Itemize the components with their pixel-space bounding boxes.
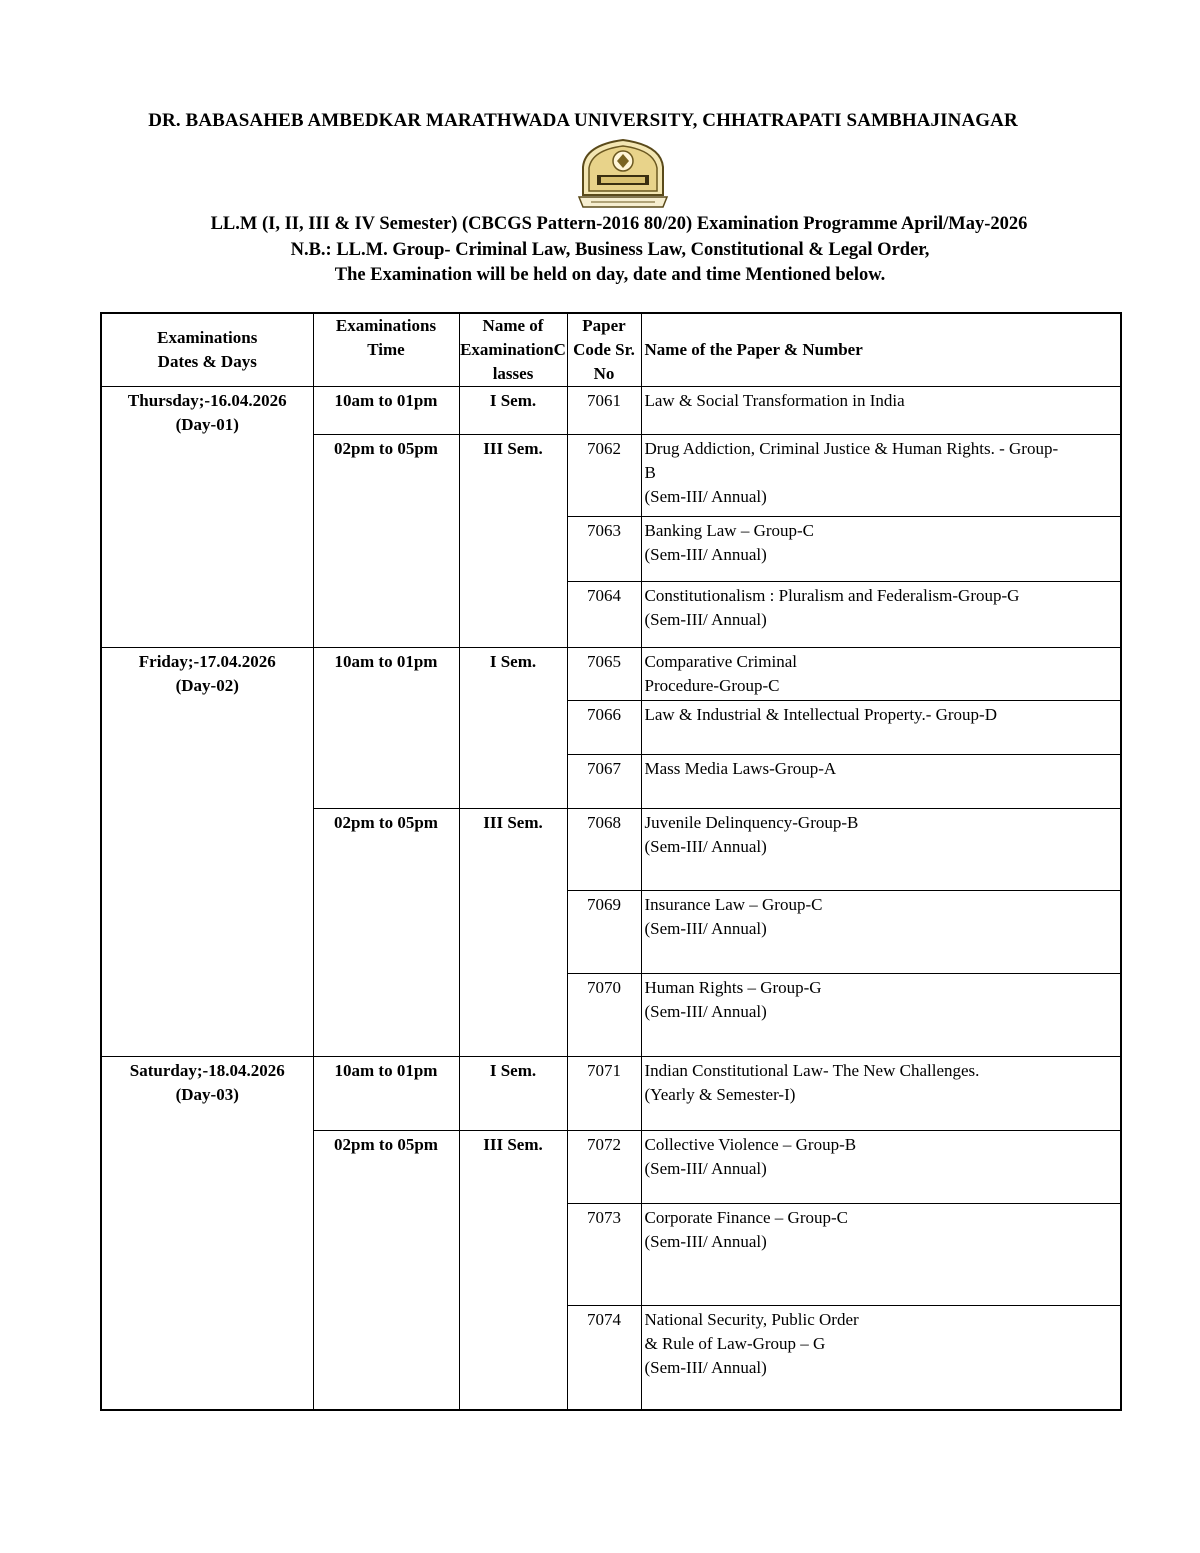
paper-code: 7069 <box>567 891 641 974</box>
paper-code: 7066 <box>567 701 641 755</box>
exam-date-cell <box>101 648 313 1057</box>
table-row <box>101 387 1121 435</box>
paper-line: (Sem-III/ Annual) <box>644 545 767 564</box>
paper-name <box>641 1306 1121 1410</box>
paper-name <box>641 582 1121 648</box>
paper-line: Mass Media Laws-Group-A <box>644 759 837 778</box>
exam-day: (Day-02) <box>175 676 239 695</box>
paper-code: 7067 <box>567 755 641 809</box>
paper-code: 7070 <box>567 974 641 1057</box>
exam-time: 10am to 01pm <box>313 648 459 809</box>
header-text: Paper <box>582 316 626 335</box>
paper-line: (Sem-III/ Annual) <box>644 487 767 506</box>
paper-name <box>641 809 1121 891</box>
paper-line: Constitutionalism : Pluralism and Federalism-Group-G <box>644 586 1020 605</box>
paper-name <box>641 701 1121 755</box>
header-text: Name of the Paper & Number <box>644 340 863 359</box>
header-exam-classes <box>459 313 567 387</box>
exam-note: The Examination will be held on day, date and time Mentioned below. <box>334 265 886 285</box>
exam-date: Saturday;-18.04.2026 <box>129 1061 285 1080</box>
paper-line: (Sem-III/ Annual) <box>644 1358 767 1377</box>
table-header-row <box>101 313 1121 387</box>
header-text: lasses <box>492 364 534 383</box>
paper-line: Comparative Criminal <box>644 652 797 671</box>
header-text: Name of <box>482 316 544 335</box>
exam-class: III Sem. <box>459 1131 567 1410</box>
exam-day: (Day-03) <box>175 1085 239 1104</box>
paper-code: 7073 <box>567 1204 641 1306</box>
exam-day: (Day-01) <box>175 415 239 434</box>
paper-line: Law & Industrial & Intellectual Property.- Group-D <box>644 705 997 724</box>
paper-code: 7064 <box>567 582 641 648</box>
table-row <box>101 648 1121 701</box>
exam-time: 10am to 01pm <box>313 1057 459 1131</box>
paper-line: Banking Law – Group-C <box>644 521 815 540</box>
paper-line: Indian Constitutional Law- The New Challenges. <box>644 1061 980 1080</box>
paper-line: (Sem-III/ Annual) <box>644 1159 767 1178</box>
paper-name <box>641 891 1121 974</box>
header-paper-name <box>641 313 1121 387</box>
exam-class: III Sem. <box>459 809 567 1057</box>
paper-code: 7063 <box>567 517 641 582</box>
paper-line: Corporate Finance – Group-C <box>644 1208 848 1227</box>
paper-name <box>641 1057 1121 1131</box>
header-text: Examinations <box>335 316 437 335</box>
paper-name <box>641 1204 1121 1306</box>
paper-code: 7065 <box>567 648 641 701</box>
paper-name <box>641 648 1121 701</box>
paper-line: (Sem-III/ Annual) <box>644 1232 767 1251</box>
exam-programme-title: LL.M (I, II, III & IV Semester) (CBCGS Pattern-2016 80/20) Examination Programme April/May-2026 <box>210 214 1028 234</box>
university-emblem-icon <box>577 137 669 209</box>
exam-time: 02pm to 05pm <box>313 809 459 1057</box>
header-text: Examinations <box>157 328 258 347</box>
paper-code: 7062 <box>567 435 641 517</box>
paper-line: (Yearly & Semester-I) <box>644 1085 796 1104</box>
exam-date-cell <box>101 387 313 648</box>
paper-line: (Sem-III/ Annual) <box>644 610 767 629</box>
paper-name <box>641 517 1121 582</box>
paper-code: 7068 <box>567 809 641 891</box>
paper-name <box>641 435 1121 517</box>
paper-line: Human Rights – Group-G <box>644 978 822 997</box>
exam-schedule-table <box>100 312 1122 1411</box>
exam-time: 10am to 01pm <box>313 387 459 435</box>
exam-time: 02pm to 05pm <box>313 435 459 648</box>
header-text: Dates & Days <box>157 352 257 371</box>
header-text: ExaminationC <box>460 340 566 359</box>
exam-class: III Sem. <box>459 435 567 648</box>
paper-name <box>641 387 1121 435</box>
paper-line: (Sem-III/ Annual) <box>644 1002 767 1021</box>
header-text: Time <box>367 340 405 359</box>
header-exam-time <box>313 313 459 387</box>
paper-line: Insurance Law – Group-C <box>644 895 823 914</box>
paper-code: 7061 <box>567 387 641 435</box>
paper-line: Juvenile Delinquency-Group-B <box>644 813 859 832</box>
paper-line: Drug Addiction, Criminal Justice & Human Rights. - Group- <box>644 439 1059 458</box>
paper-line: (Sem-III/ Annual) <box>644 837 767 856</box>
exam-time: 02pm to 05pm <box>313 1131 459 1410</box>
paper-line: & Rule of Law-Group – G <box>644 1334 826 1353</box>
exam-class: I Sem. <box>459 1057 567 1131</box>
paper-line: Law & Social Transformation in India <box>644 391 905 410</box>
university-name: DR. BABASAHEB AMBEDKAR MARATHWADA UNIVERSITY, CHHATRAPATI SAMBHAJINAGAR <box>148 110 1018 131</box>
exam-date: Thursday;-16.04.2026 <box>127 391 287 410</box>
paper-line: Procedure-Group-C <box>644 676 780 695</box>
paper-code: 7074 <box>567 1306 641 1410</box>
paper-line: National Security, Public Order <box>644 1310 859 1329</box>
nb-group-note: N.B.: LL.M. Group- Criminal Law, Business Law, Constitutional & Legal Order, <box>290 240 930 260</box>
paper-line: Collective Violence – Group-B <box>644 1135 857 1154</box>
exam-class: I Sem. <box>459 387 567 435</box>
paper-line: B <box>644 463 656 482</box>
header-text: No <box>593 364 615 383</box>
header-dates-days <box>101 313 313 387</box>
paper-code: 7071 <box>567 1057 641 1131</box>
paper-name <box>641 1131 1121 1204</box>
paper-name <box>641 755 1121 809</box>
table-row <box>101 1057 1121 1131</box>
paper-name <box>641 974 1121 1057</box>
exam-class: I Sem. <box>459 648 567 809</box>
header-paper-code <box>567 313 641 387</box>
exam-date-cell <box>101 1057 313 1410</box>
exam-date: Friday;-17.04.2026 <box>138 652 276 671</box>
paper-code: 7072 <box>567 1131 641 1204</box>
header-text: Code Sr. <box>573 340 635 359</box>
paper-line: (Sem-III/ Annual) <box>644 919 767 938</box>
